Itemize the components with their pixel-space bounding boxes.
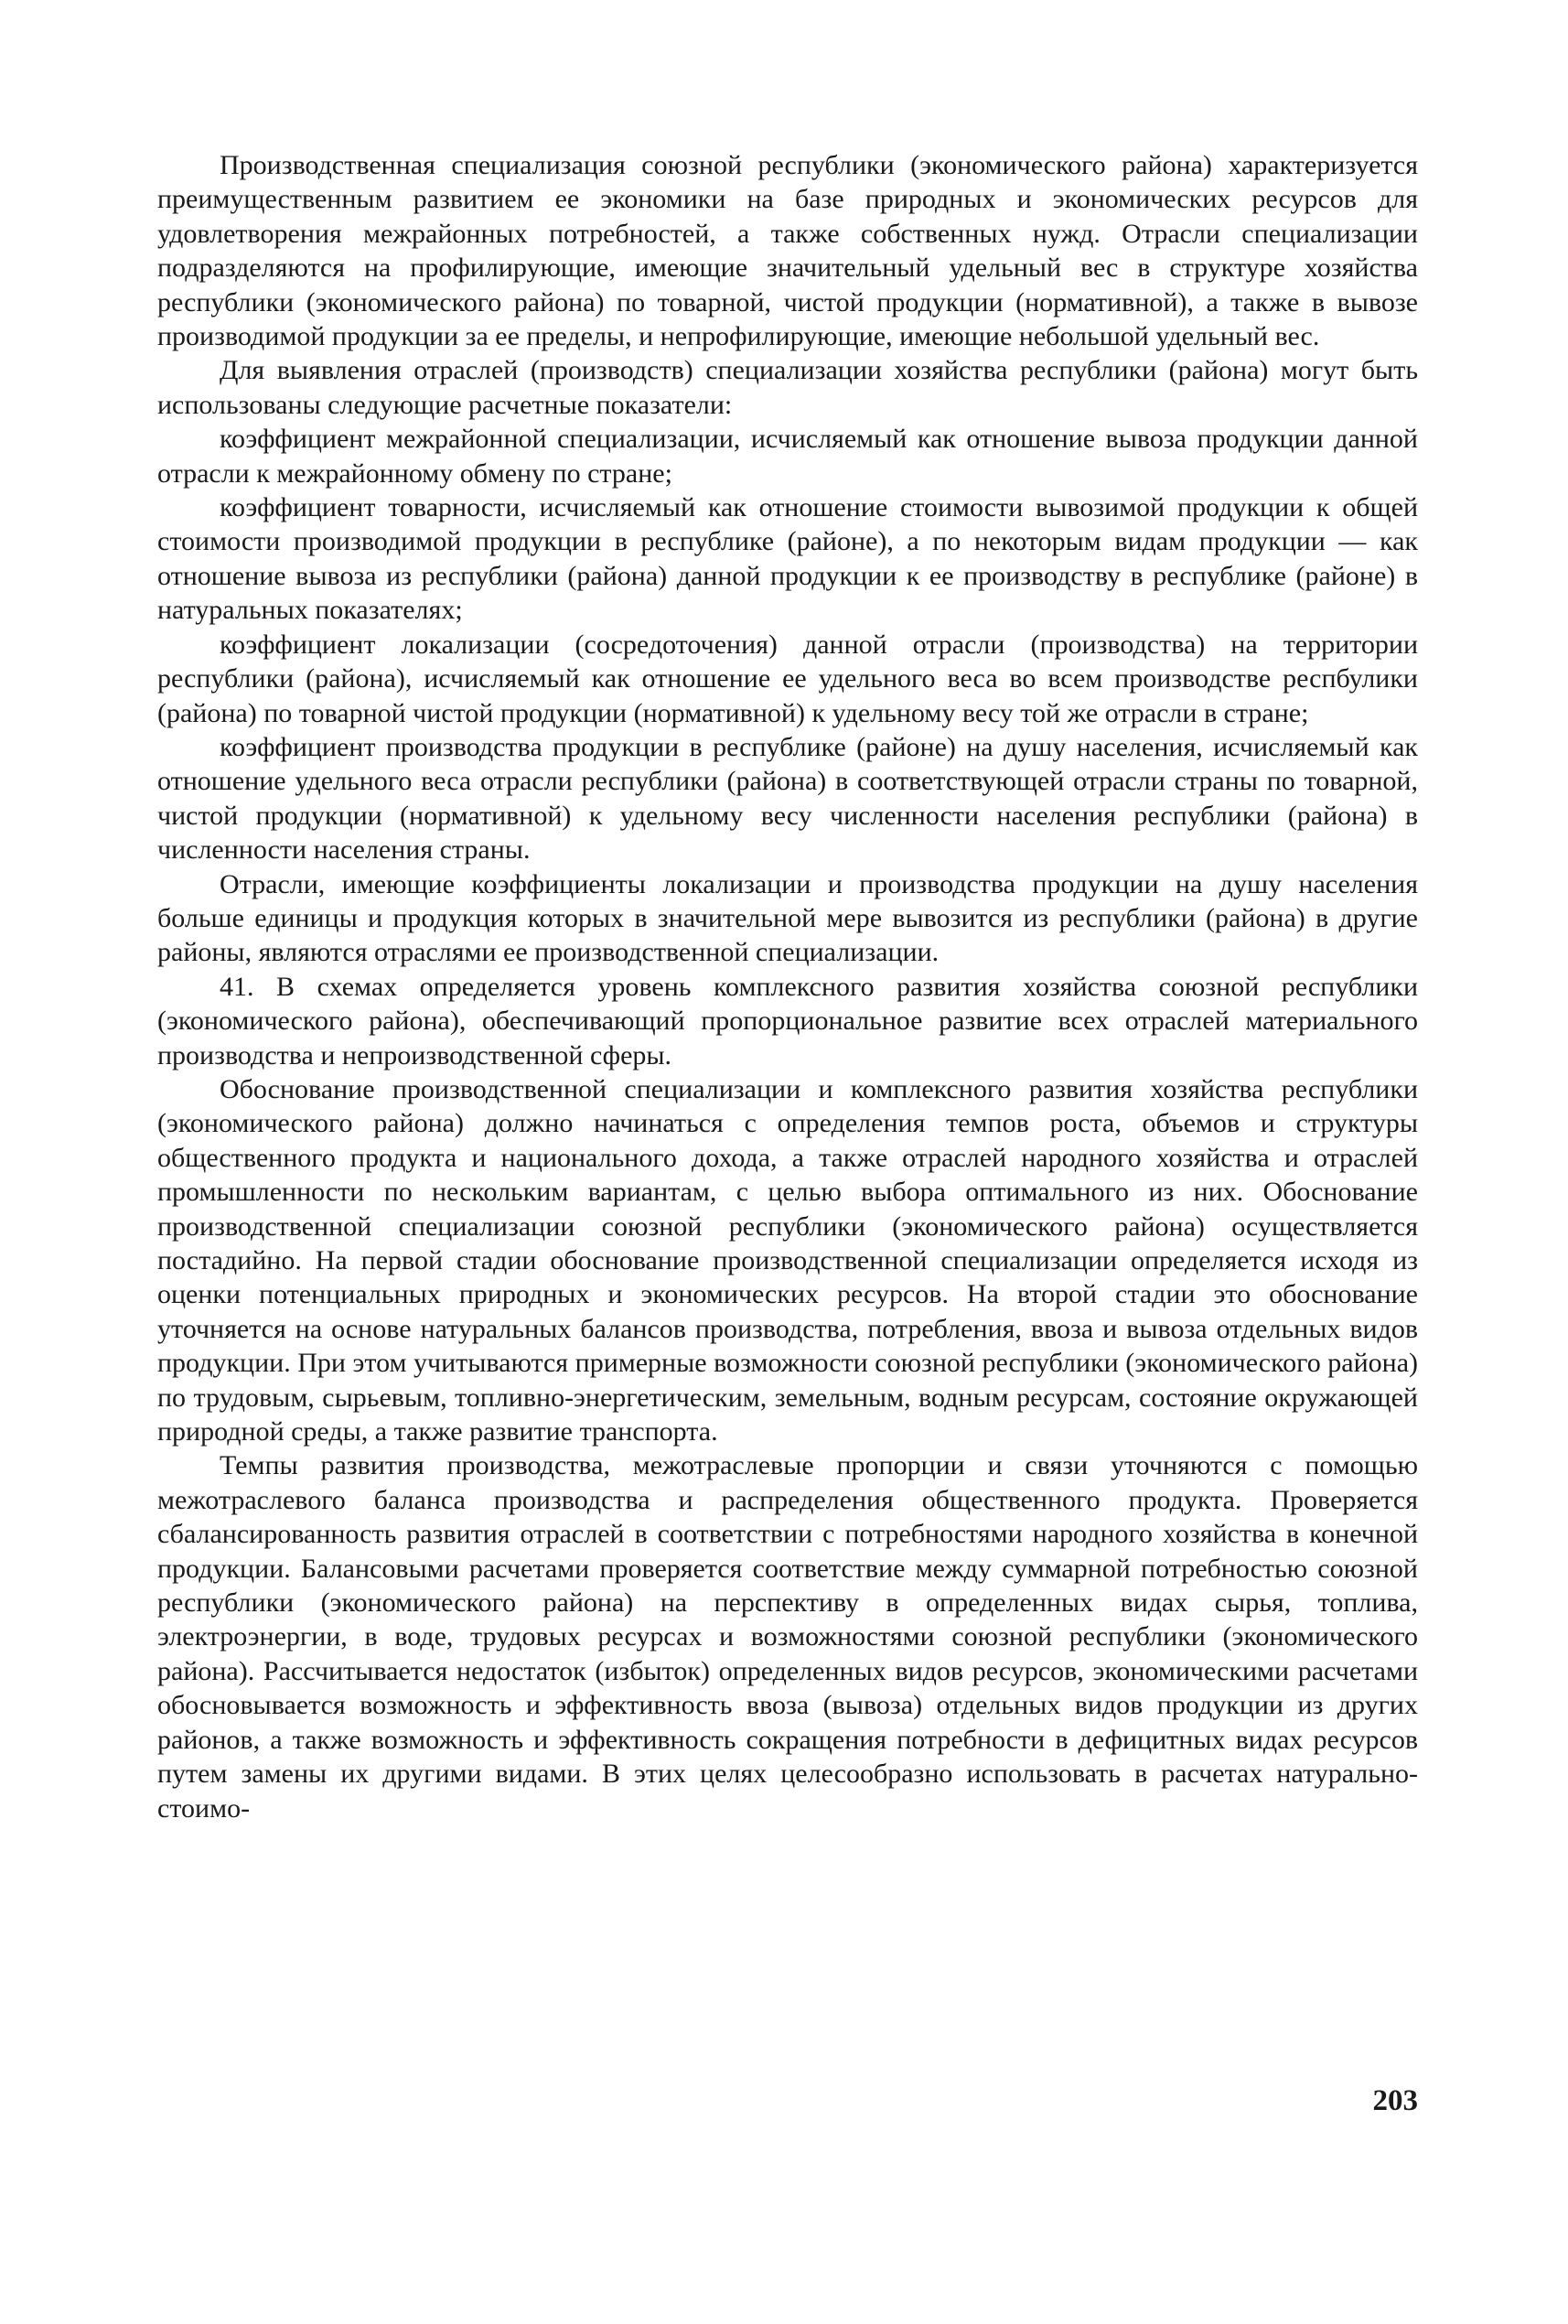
paragraph-localization-coefficient: коэффициент локализации (сосредоточения) данной отрасли (производства) на территории республики (района), исчисляемый как отношение ее удельного веса во всем производстве респбулики (района) по товарной чистой продукции (нормативной) к удельному весу той же отрасли в стране; [157,629,1418,728]
paragraph-specialization-branches: Отрасли, имеющие коэффициенты локализации и производства продукции на душу населения больше единицы и продукция которых в значительной мере вывозится из республики (района) в другие районы, являются отраслями ее производственной специализации. [157,868,1418,968]
paragraph-interregional-coefficient: коэффициент межрайонной специализации, исчисляемый как отношение вывоза продукции данной отрасли к межрайонному обмену по стране; [157,424,1418,489]
page-number: 203 [1372,2084,1418,2117]
paragraph-growth-rates: Темпы развития производства, межотраслевые пропорции и связи уточняются с помощью межотраслевого баланса производства и распределения общественного продукта. Проверяется сбалансированность развития отраслей в соответствии с потребностями народного хозяйства в конечной продукции. Балансовыми расчетами проверяется соответствие между суммарной потребностью союзной республики (экономического района) на перспективу в определенных видах сырья, топлива, электроэнергии, в воде, трудовых ресурсах и возможностями союзной республики (экономического района). Рассчитывается недостаток (избыток) определенных видов ресурсов, экономическими расчетами обосновывается возможность и эффективность ввоза (вывоза) отдельных видов продукции из других районов, а также возможность и эффективность сокращения потребности в дефицитных видах ресурсов путем замены их другими видами. В этих целях целесообразно использовать в расчетах натурально-стоимо- [157,1450,1418,1824]
paragraph-section-41: 41. В схемах определяется уровень комплексного развития хозяйства союзной республики (экономического района), обеспечивающий пропорциональное развитие всех отраслей материального производства и непроизводственной сферы. [157,971,1418,1071]
paragraph-justification: Обоснование производственной специализации и комплексного развития хозяйства республики (экономического района) должно начинаться с определения темпов роста, объемов и структуры общественного продукта и национального дохода, а также отраслей народного хозяйства и отраслей промышленности по нескольким вариантам, с целью выбора оптимального из них. Обоснование производственной специализации союзной республики (экономического района) осуществляется постадийно. На первой стадии обоснование производственной специализации определяется исходя из оценки потенциальных природных и экономических ресурсов. На второй стадии это обоснование уточняется на основе натуральных балансов производства, потребления, ввоза и вывоза отдельных видов продукции. При этом учитываются примерные возможности союзной республики (экономического района) по трудовым, сырьевым, топливно-энергетическим, земельным, водным ресурсам, состояние окружающей природной среды, а также развитие транспорта. [157,1073,1418,1447]
paragraph-per-capita-coefficient: коэффициент производства продукции в республике (районе) на душу населения, исчисляемый как отношение удельного веса отрасли республики (района) в соответствующей отрасли страны по товарной, чистой продукции (нормативной) к удельному весу численности населения республики (района) в численности населения страны. [157,731,1418,866]
page-body [157,148,1418,1825]
paragraph-indicators-intro: Для выявления отраслей (производств) специализации хозяйства республики (района) могут быть использованы следующие расчетные показатели: [157,355,1418,420]
paragraph-specialization-definition: Производственная специализация союзной республики (экономического района) характеризуется преимущественным развитием ее экономики на базе природных и экономических ресурсов для удовлетворения межрайонных потребностей, а также собственных нужд. Отрасли специализации подразделяются на профилирующие, имеющие значительный удельный вес в структуре хозяйства республики (экономического района) по товарной, чистой продукции (нормативной), а также в вывозе производимой продукции за ее пределы, и непрофилирующие, имеющие небольшой удельный вес. [157,150,1418,352]
paragraph-marketability-coefficient: коэффициент товарности, исчисляемый как отношение стоимости вывозимой продукции к общей стоимости производимой продукции в республике (районе), а по некоторым видам продукции — как отношение вывоза из республики (района) данной продукции к ее производству в республике (районе) в натуральных показателях; [157,492,1418,626]
